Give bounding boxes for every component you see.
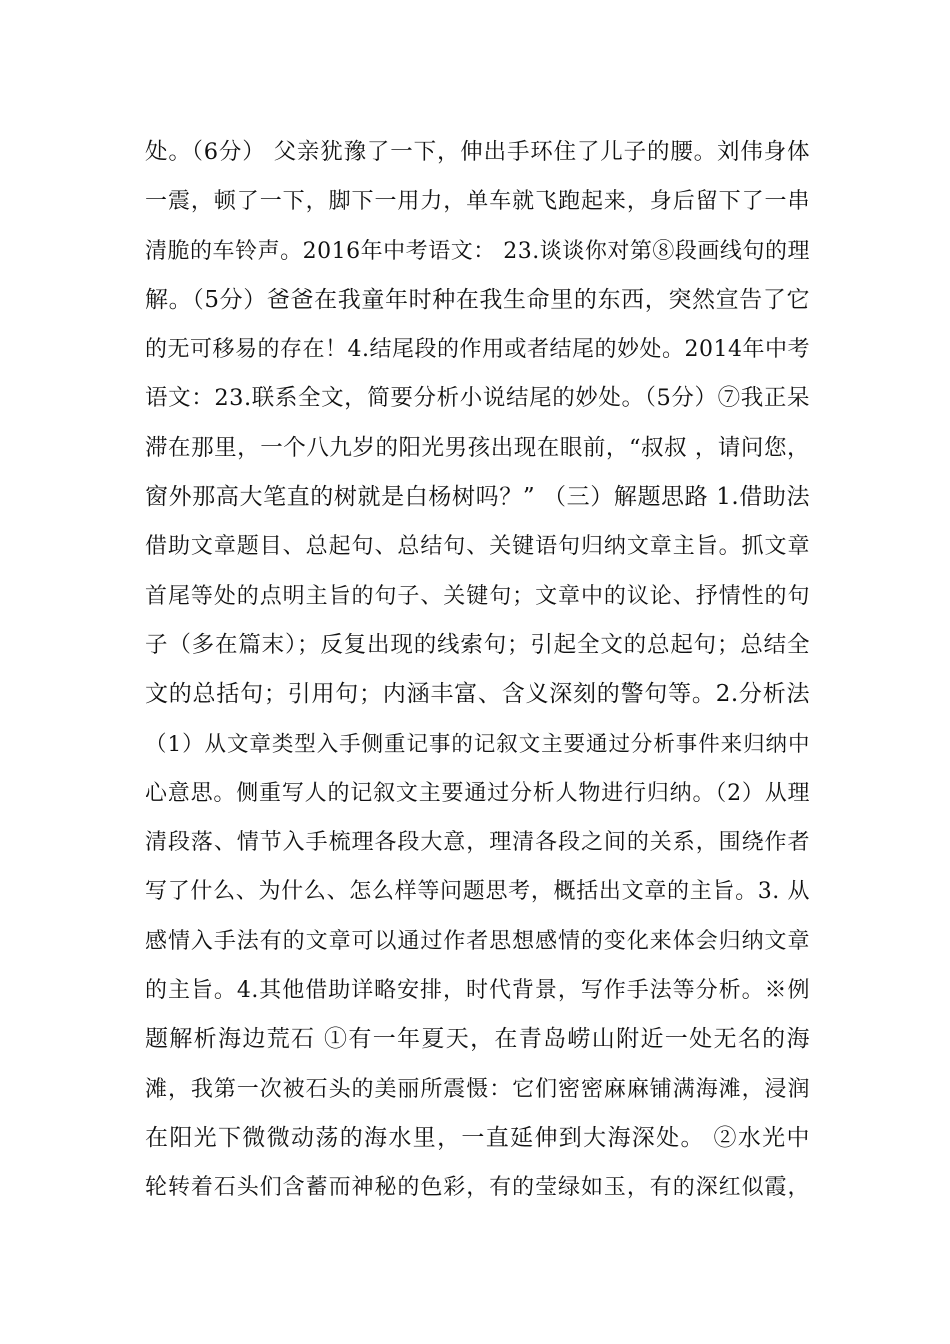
text-line-3: 清脆的车铃声。2016年中考语文： 23.谈谈你对第⑧段画线句的理 <box>145 238 810 264</box>
text-line-6: 语文：23.联系全文，简要分析小说结尾的妙处。（5分）⑦我正呆 <box>145 385 810 412</box>
text-line-9: 借助文章题目、总起句、总结句、关键语句归纳文章主旨。抓文章 <box>145 534 810 560</box>
text-line-16: 写了什么、为什么、怎么样等问题思考，概括出文章的主旨。3. 从 <box>145 879 810 905</box>
text-line-1: 处。（6分） 父亲犹豫了一下，伸出手环住了儿子的腰。刘伟身体 <box>145 139 810 165</box>
text-line-20: 滩，我第一次被石头的美丽所震慑：它们密密麻麻铺满海滩，浸润 <box>145 1076 810 1102</box>
text-line-5: 的无可移易的存在！4.结尾段的作用或者结尾的妙处。2014年中考 <box>145 337 810 363</box>
text-line-17: 感情入手法有的文章可以通过作者思想感情的变化来体会归纳文章 <box>145 928 810 954</box>
text-line-18: 的主旨。4.其他借助详略安排，时代背景，写作手法等分析。※例 <box>145 978 810 1004</box>
text-line-4: 解。（5分）爸爸在我童年时种在我生命里的东西，突然宣告了它 <box>145 286 810 313</box>
text-line-8: 窗外那高大笔直的树就是白杨树吗？” （三）解题思路 1.借助法 <box>145 484 810 511</box>
text-line-10: 首尾等处的点明主旨的句子、关键句；文章中的议论、抒情性的句 <box>145 583 810 609</box>
text-line-7: 滞在那里，一个八九岁的阳光男孩出现在眼前，“叔叔 ，请问您， <box>145 434 810 461</box>
text-line-11: 子（多在篇末）；反复出现的线索句；引起全文的总起句；总结全 <box>145 631 810 658</box>
body-text <box>145 128 810 1213</box>
text-line-12: 文的总括句；引用句；内涵丰富、含义深刻的警句等。2.分析法 <box>145 681 810 708</box>
text-line-21: 在阳光下微微动荡的海水里，一直延伸到大海深处。 ②水光中 <box>145 1124 810 1151</box>
text-line-2: 一震，顿了一下，脚下一用力，单车就飞跑起来，身后留下了一串 <box>145 189 810 215</box>
text-line-19: 题解析海边荒石 ①有一年夏天，在青岛崂山附近一处无名的海 <box>145 1026 810 1053</box>
text-line-22: 轮转着石头们含蓄而神秘的色彩，有的莹绿如玉，有的深红似霞， <box>145 1175 810 1201</box>
text-line-14: 心意思。侧重写人的记叙文主要通过分析人物进行归纳。（2）从理 <box>145 780 810 806</box>
text-line-13: （1）从文章类型入手侧重记事的记叙文主要通过分析事件来归纳中 <box>145 731 810 757</box>
text-line-15: 清段落、情节入手梳理各段大意，理清各段之间的关系，围绕作者 <box>145 830 810 856</box>
